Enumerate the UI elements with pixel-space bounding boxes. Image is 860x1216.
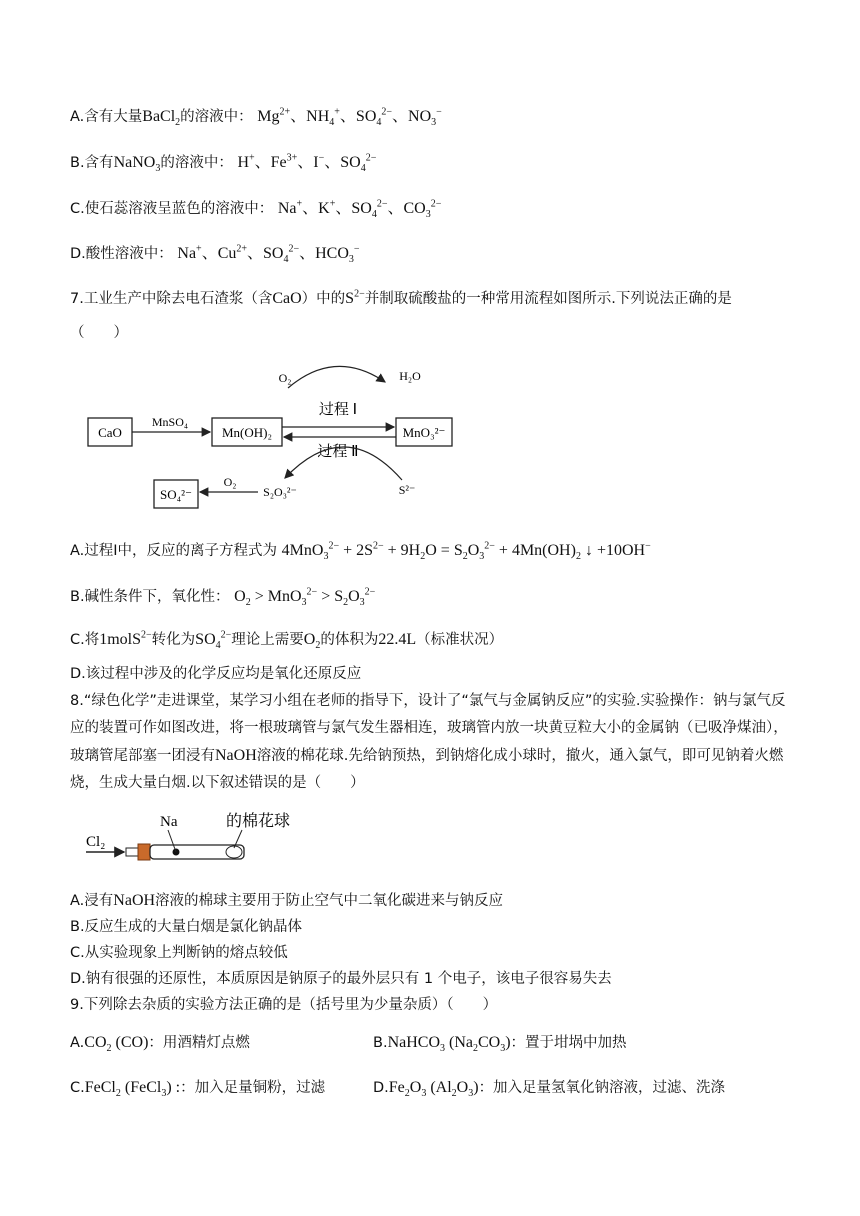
q6-option-a: A.含有大量BaCl$_2$的溶液中： $Mg^{2+}$、$NH_4^+$、$SO_4^{2-}$、$NO_3^-$ — [70, 106, 442, 129]
q7-stem: 7.工业生产中除去电石渣浆（含CaO）中的$S^{2-}$并制取硫酸盐的一种常用流程如图所示.下列说法正确的是 — [70, 288, 732, 307]
q6-a-prefix: A.含有大量 — [70, 109, 143, 125]
q6-option-d: D.酸性溶液中： Na+、$Cu^{2+}$、$SO_4^{2-}$、$HCO_3^-$ — [70, 243, 360, 266]
q9-option-d: $D.Fe_2O_3$ $(Al_2O_3)$：加入足量氢氧化钠溶液，过滤、洗涤 — [373, 1079, 726, 1100]
q6-b-salt: NaNO$_3$ — [113, 154, 161, 175]
q7-option-d: D.该过程中涉及的化学反应均是氧化还原反应 — [70, 666, 362, 682]
na-label: Na — [160, 814, 178, 830]
o2-top-label: O₂ — [278, 371, 292, 385]
q9-option-a: $A.CO_2$ (CO)：用酒精灯点燃 — [70, 1034, 250, 1055]
q9-d-formula: $Fe_2O_3$ $(Al_2O_3)$ — [388, 1079, 479, 1100]
q6-c-ions: Na+、K+、$SO_4^{2-}$、$CO_3^{2-}$ — [277, 198, 442, 221]
cao-label: CaO — [98, 425, 122, 440]
q7-option-c: C.将1molS$^{2-}$转化为$SO_4^{2-}$理论上需要$O_2$的体积为22.4L（标准状况） — [70, 629, 504, 652]
q8-option-c: C.从实验现象上判断钠的熔点较低 — [70, 945, 288, 961]
mnso4-label: MnSO₄ — [151, 415, 189, 429]
q7-flow-diagram — [80, 360, 480, 515]
q8-option-d: D.钠有很强的还原性，本质原因是钠原子的最外层只有 1 个电子，该电子很容易失去 — [70, 971, 612, 987]
q9-b-formula: NaHCO$_3$ $(Na_2CO_3)$ — [387, 1034, 511, 1055]
mno3-label: MnO₃²⁻ — [402, 425, 446, 440]
q6-d-ions: Na+、$Cu^{2+}$、$SO_4^{2-}$、$HCO_3^-$ — [177, 243, 360, 266]
q8-option-a: A.浸有NaOH溶液的棉球主要用于防止空气中二氧化碳进来与钠反应 — [70, 892, 504, 909]
q6-a-ions: $Mg^{2+}$、$NH_4^+$、$SO_4^{2-}$、$NO_3^-$ — [257, 106, 442, 129]
q9-stem: 9.下列除去杂质的实验方法正确的是（括号里为少量杂质）（ ） — [70, 997, 498, 1013]
q8-option-b: B.反应生成的大量白烟是氯化钠晶体 — [70, 919, 303, 935]
q7-b-inequality: $O_2 > MnO_3^{2-} > S_2O_3^{2-}$ — [234, 586, 376, 609]
so4-label: SO₄²⁻ — [160, 487, 192, 502]
process1-label: 过程 Ⅰ — [318, 402, 358, 418]
q7-a-equation: $4MnO_3^{2-} + 2S^{2-} + 9H_2O = S_2O_3^{2-} + 4Mn(OH)_2$ ↓ +10OH− — [281, 540, 651, 563]
q7-option-b: B.碱性条件下，氧化性： $O_2 > MnO_3^{2-} > S_2O_3^{2-}$ — [70, 586, 376, 609]
q6-option-c: C.使石蕊溶液呈蓝色的溶液中： Na+、K+、$SO_4^{2-}$、$CO_3^{2-}$ — [70, 198, 442, 221]
mnoh2-label: Mn(OH)₂ — [221, 425, 273, 440]
h2o-label: H₂O — [399, 369, 421, 383]
q8-apparatus-figure — [84, 808, 324, 872]
q9-c-formula: FeCl$_2$ (FeCl$_3$) : — [84, 1079, 181, 1100]
cotton-label: 的棉花球 — [226, 813, 291, 830]
process2-label: 过程 Ⅱ — [317, 444, 359, 460]
q7-answer-paren: （ ） — [70, 325, 128, 341]
q9-a-formula: $CO_2$ (CO) — [84, 1034, 149, 1055]
q6-option-b: B.含有NaNO$_3$的溶液中： H+、$Fe^{3+}$、I−、$SO_4^{2-}$ — [70, 152, 377, 175]
q9-option-b: B.NaHCO$_3$ $(Na_2CO_3)$：置于坩埚中加热 — [373, 1034, 627, 1055]
s2o3-label: S₂O₃²⁻ — [263, 485, 297, 499]
q9-option-c: C.FeCl$_2$ (FeCl$_3$) :：加入足量铜粉，过滤 — [70, 1079, 326, 1100]
cl2-label: Cl₂ — [86, 834, 106, 850]
q8-stem: 8.“绿色化学”走进课堂，某学习小组在老师的指导下，设计了“氯气与金属钠反应”的实验.实验操作：钠与氯气反应的装置可作如图改进，将一根玻璃管与氯气发生器相连，玻璃管内放一块黄豆粒大小的金属钠（已吸净煤油），玻璃管尾部塞一团浸有NaOH溶液的棉花球.先给钠预热，到钠熔化成小球时，撤火，通入氯气，即可见钠着火燃烧，生成大量白烟.以下叙述错误的是（ ） — [70, 693, 788, 791]
q6-a-salt: BaCl$_2$ — [142, 108, 181, 129]
s2-label: S²⁻ — [398, 483, 416, 497]
q6-b-ions: H+、$Fe^{3+}$、I−、$SO_4^{2-}$ — [237, 152, 377, 175]
q7-option-a: A.过程Ⅰ中，反应的离子方程式为 $4MnO_3^{2-} + 2S^{2-} + 9H_2O = S_2O_3^{2-} + 4Mn(OH)_2$ ↓ +10OH− — [70, 540, 651, 563]
o2-bottom-label: O₂ — [223, 475, 237, 489]
